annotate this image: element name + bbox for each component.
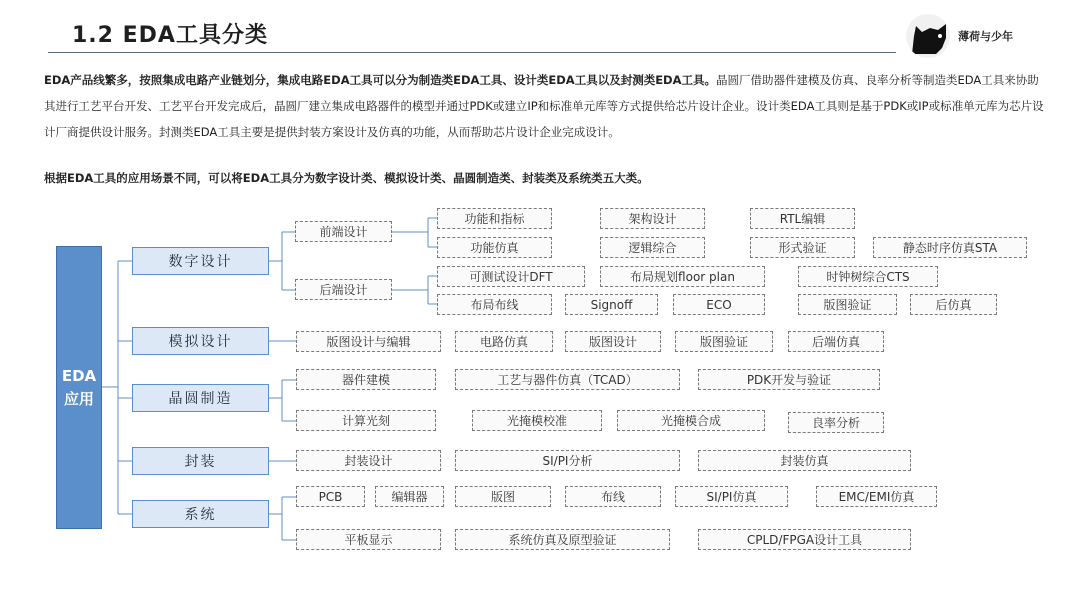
eda-root-node: EDA应用: [56, 246, 102, 529]
brand-name: 薄荷与少年: [958, 30, 1013, 43]
leaf-node: 功能仿真: [437, 237, 552, 258]
page-title: 1.2 EDA工具分类: [72, 23, 268, 48]
intro-lead: EDA产品线繁多，按照集成电路产业链划分，集成电路EDA工具可以分为制造类EDA工具、设计类EDA工具以及封测类EDA工具。: [44, 73, 717, 87]
leaf-node: 计算光刻: [296, 410, 436, 431]
leaf-node: 电路仿真: [455, 331, 553, 352]
category-packaging: 封装: [132, 447, 269, 475]
leaf-node: SI/PI仿真: [675, 486, 788, 507]
category-wafer-fab: 晶圆制造: [132, 384, 269, 412]
leaf-node: 后端仿真: [788, 331, 884, 352]
leaf-node: 封装设计: [296, 450, 441, 471]
leaf-node: 版图验证: [675, 331, 773, 352]
leaf-node: 功能和指标: [437, 208, 552, 229]
leaf-node: Signoff: [565, 294, 658, 315]
leaf-node: 光掩模合成: [617, 410, 765, 431]
intro-body: 晶圆厂借助器件建模及仿真、良率分析等制造类EDA工具来协助其进行工艺平台开发、工艺平台开发完成后，晶圆厂建立集成电路器件的模型并通过PDK或建立IP和标准单元库等方式提供给芯片设计企业。设计类EDA工具则是基于PDK或IP或标准单元库为芯片设计厂商提供设计服务。封测类EDA工具主要是提供封装方案设计及仿真的功能，从而帮助芯片设计企业完成设计。: [44, 73, 1044, 139]
leaf-node: PCB: [296, 486, 365, 507]
leaf-node: EMC/EMI仿真: [816, 486, 937, 507]
leaf-node: 逻辑综合: [600, 237, 705, 258]
intro-summary: 根据EDA工具的应用场景不同，可以将EDA工具分为数字设计类、模拟设计类、晶圆制造类、封装类及系统类五大类。: [44, 171, 649, 185]
leaf-node: ECO: [673, 294, 765, 315]
category-system: 系统: [132, 500, 269, 528]
leaf-node: 形式验证: [750, 237, 855, 258]
leaf-node: 可测试设计DFT: [437, 266, 585, 287]
leaf-node: 架构设计: [600, 208, 705, 229]
leaf-node: 器件建模: [296, 369, 436, 390]
leaf-node: 版图验证: [798, 294, 897, 315]
leaf-node: 时钟树综合CTS: [798, 266, 938, 287]
leaf-node: 后仿真: [910, 294, 997, 315]
leaf-node: 布线: [565, 486, 661, 507]
leaf-node: 版图: [455, 486, 551, 507]
leaf-node: 版图设计与编辑: [296, 331, 441, 352]
category-digital-design: 数字设计: [132, 247, 269, 275]
leaf-node: 系统仿真及原型验证: [455, 529, 670, 550]
subgroup-frontend: 前端设计: [295, 221, 392, 242]
leaf-node: 编辑器: [375, 486, 444, 507]
category-analog-design: 模拟设计: [132, 327, 269, 355]
leaf-node: RTL编辑: [750, 208, 855, 229]
leaf-node: 封装仿真: [698, 450, 911, 471]
leaf-node: 光掩模校准: [472, 410, 602, 431]
leaf-node: 静态时序仿真STA: [873, 237, 1027, 258]
leaf-node: PDK开发与验证: [698, 369, 880, 390]
leaf-node: 工艺与器件仿真（TCAD）: [455, 369, 680, 390]
leaf-node: 平板显示: [296, 529, 441, 550]
leaf-node: 布局规划floor plan: [600, 266, 765, 287]
leaf-node: 良率分析: [788, 412, 884, 433]
subgroup-backend: 后端设计: [295, 279, 392, 300]
leaf-node: 布局布线: [437, 294, 552, 315]
leaf-node: SI/PI分析: [455, 450, 680, 471]
leaf-node: CPLD/FPGA设计工具: [698, 529, 911, 550]
leaf-node: 版图设计: [565, 331, 661, 352]
